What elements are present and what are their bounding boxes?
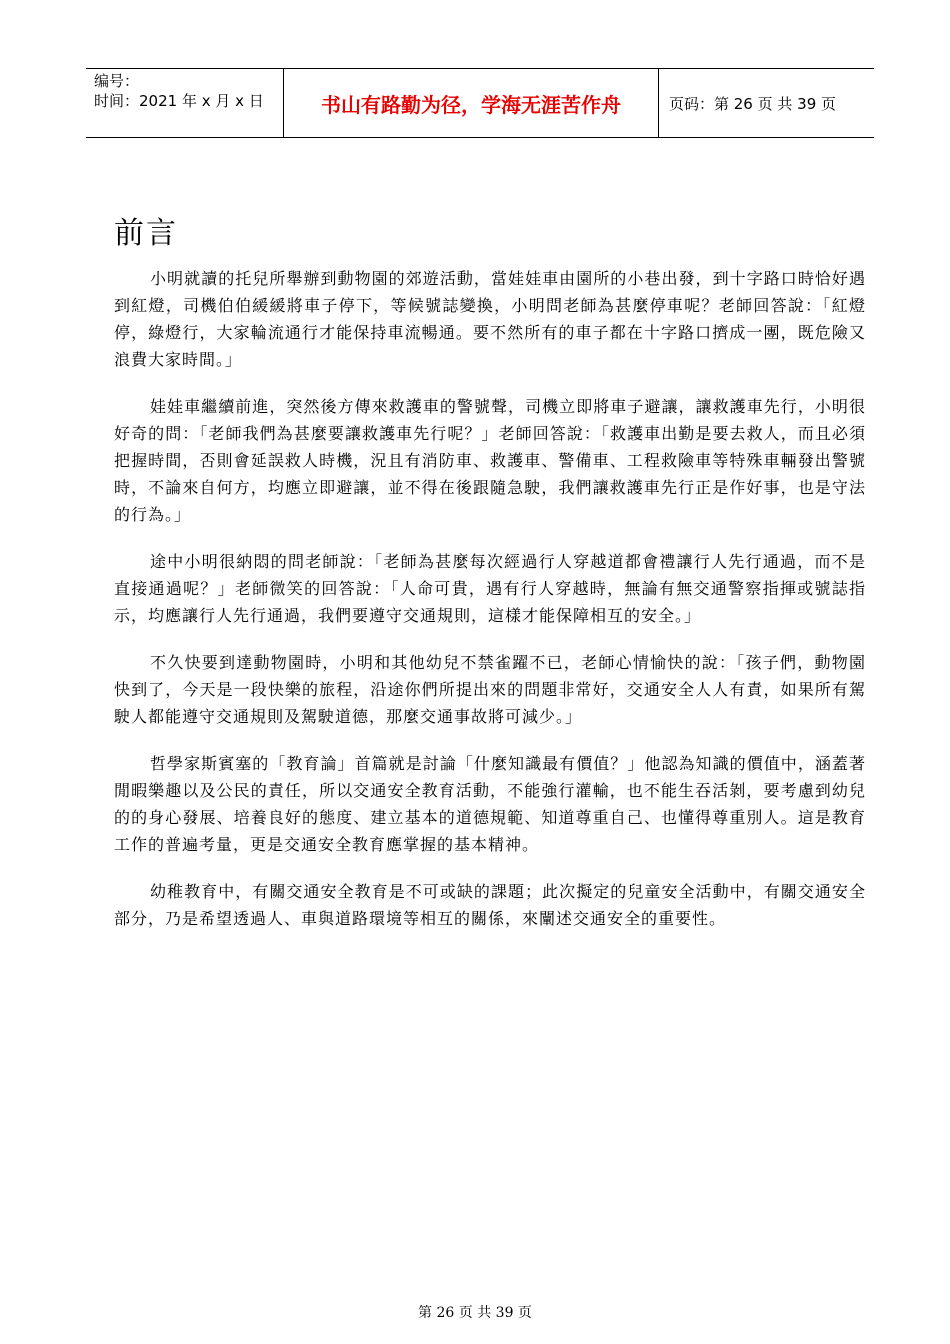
paragraph-5: 哲學家斯賓塞的「教育論」首篇就是討論「什麼知識最有價值？」他認為知識的價值中，涵蓋著閒暇樂趣以及公民的責任，所以交通安全教育活動，不能強行灌輸，也不能生吞活剝，要考慮到幼兒的的身心發展、培養良好的態度、建立基本的道德規範、知道尊重自己、也懂得尊重別人。這是教育工作的普遍考量，更是交通安全教育應掌握的基本精神。: [114, 754, 866, 854]
paragraph-4: 不久快要到達動物園時，小明和其他幼兒不禁雀躍不已，老師心情愉快的說：「孩子們，動物園快到了，今天是一段快樂的旅程，沿途你們所提出來的問題非常好，交通安全人人有責，如果所有駕駛人都能遵守交通規則及駕駛道德，那麼交通事故將可減少。」: [114, 653, 866, 726]
time-label: 时间：2021 年 x 月 x 日: [94, 92, 264, 110]
page-title: 前言: [114, 216, 178, 251]
body-text: [114, 265, 866, 952]
header-page-info: 页码：第 26 页 共 39 页: [669, 94, 837, 113]
paragraph-3: 途中小明很納悶的問老師說：「老師為甚麼每次經過行人穿越道都會禮讓行人先行通過，而不是直接通過呢？」老師微笑的回答說：「人命可貴，遇有行人穿越時，無論有無交通警察指揮或號誌指示，均應讓行人先行通過，我們要遵守交通規則，這樣才能保障相互的安全。」: [114, 552, 866, 625]
page-header: [86, 68, 874, 138]
paragraph-6: 幼稚教育中，有關交通安全教育是不可或缺的課題；此次擬定的兒童安全活動中，有關交通安全部分，乃是希望透過人、車與道路環境等相互的關係，來闡述交通安全的重要性。: [114, 882, 866, 928]
serial-label: 编号：: [94, 72, 140, 90]
paragraph-1: 小明就讀的托兒所舉辦到動物園的郊遊活動，當娃娃車由園所的小巷出發，到十字路口時恰好遇到紅燈，司機伯伯緩緩將車子停下，等候號誌變換，小明問老師為甚麼停車呢？老師回答說：「紅燈停，綠燈行，大家輪流通行才能保持車流暢通。要不然所有的車子都在十字路口擠成一團，既危險又浪費大家時間。」: [114, 269, 866, 369]
page-footer: 第 26 页 共 39 页: [418, 1305, 532, 1321]
header-meta: [86, 69, 284, 137]
header-motto: 书山有路勤为径，学海无涯苦作舟: [284, 69, 659, 137]
paragraph-2: 娃娃車繼續前進，突然後方傳來救護車的警號聲，司機立即將車子避讓，讓救護車先行，小明很好奇的問：「老師我們為甚麼要讓救護車先行呢？」老師回答說：「救護車出勤是要去救人，而且必須把握時間，否則會延誤救人時機，況且有消防車、救護車、警備車、工程救險車等特殊車輛發出警號時，不論來自何方，均應立即避讓，並不得在後跟隨急駛，我們讓救護車先行正是作好事，也是守法的行為。」: [114, 397, 866, 524]
